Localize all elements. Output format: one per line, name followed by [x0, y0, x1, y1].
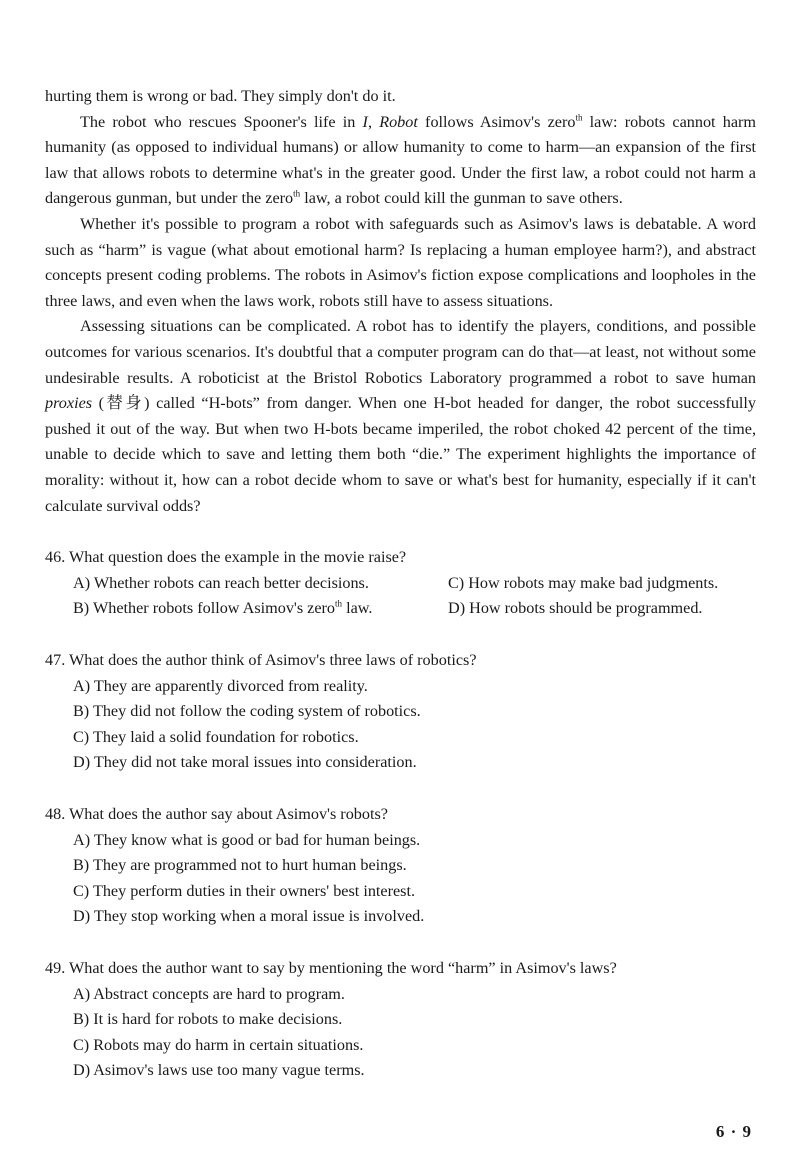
option-b-text: B) Whether robots follow Asimov's zero	[73, 599, 336, 618]
option-b[interactable]	[73, 596, 448, 622]
movie-title-robot: Robot	[379, 112, 418, 131]
option-d[interactable]: D) How robots should be programmed.	[448, 599, 703, 618]
option-b[interactable]: B) They are programmed not to hurt human beings.	[73, 856, 407, 875]
ordinal-sup-1: th	[575, 112, 583, 123]
option-c[interactable]: C) How robots may make bad judgments.	[448, 573, 719, 592]
passage-paragraph-2	[45, 110, 756, 212]
movie-title-sep: ,	[367, 112, 380, 131]
question-stem: 47. What does the author think of Asimov's three laws of robotics?	[45, 651, 477, 669]
option-row-bd	[45, 596, 765, 622]
passage-paragraph-4	[45, 314, 756, 519]
reading-passage	[45, 84, 756, 519]
ordinal-sup-2: th	[293, 188, 301, 199]
page-number: 6 · 9	[715, 1122, 752, 1141]
option-b-sup: th	[335, 598, 343, 609]
option-row-ac	[45, 571, 765, 597]
question-stem: 48. What does the author say about Asimov's robots?	[45, 805, 388, 823]
p2-text-end: law, a robot could kill the gunman to save others.	[300, 189, 623, 208]
option-a[interactable]: A) They know what is good or bad for human beings.	[73, 830, 421, 849]
passage-paragraph-1: hurting them is wrong or bad. They simply don't do it.	[45, 87, 396, 105]
option-d[interactable]: D) They stop working when a moral issue is involved.	[73, 907, 425, 926]
proxies-word: proxies	[45, 394, 93, 413]
option-c[interactable]: C) They perform duties in their owners' best interest.	[73, 881, 416, 900]
option-c[interactable]: C) They laid a solid foundation for robotics.	[73, 727, 359, 746]
question-48	[45, 802, 765, 930]
option-a[interactable]: A) Abstract concepts are hard to program.	[73, 984, 345, 1003]
option-b[interactable]: B) It is hard for robots to make decisions.	[73, 1010, 343, 1029]
p4-text-post: called “H-bots” from danger. When one H-bot headed for danger, the robot successfully pushed it out of the way. But when two H-bots became imperiled, the robot choked 42 percent of the time, unable to decide which to save and letting them both “die.” The experiment highlights the importance of morality: without it, how can a robot decide whom to save or what's best for humanity, especially if it can't calculate survival odds?	[45, 394, 757, 515]
option-b-end: law.	[342, 599, 373, 618]
passage-paragraph-3: Whether it's possible to program a robot with safeguards such as Asimov's laws is debatable. A word such as “harm” is vague (what about emotional harm? Is replacing a human employee harm?), and abstract concepts present coding problems. The robots in Asimov's fiction expose complications and loopholes in the three laws, and even when the laws work, robots still have to assess situations.	[45, 214, 756, 310]
p4-text-pre: Assessing situations can be complicated. A robot has to identify the players, conditions, and possible outcomes for various scenarios. It's doubtful that a computer program can do that—at least, not without some undesirable results. A roboticist at the Bristol Robotics Laboratory programmed a robot to save human	[45, 317, 756, 387]
option-a[interactable]: A) They are apparently divorced from reality.	[73, 676, 368, 695]
chinese-gloss: (替身)	[92, 394, 157, 413]
question-stem: 46. What question does the example in the movie raise?	[45, 548, 407, 566]
p2-text-pre: The robot who rescues Spooner's life in	[80, 112, 363, 131]
option-a[interactable]: A) Whether robots can reach better decisions.	[73, 573, 369, 592]
question-46	[45, 545, 765, 622]
option-d[interactable]: D) Asimov's laws use too many vague terms.	[73, 1061, 365, 1080]
p2-text-mid2: law: robots cannot harm humanity (as opposed to individual humans) or allow humanity to come to harm—an expansion of the first law that allows robots to determine what's in the greater good. Under the first law, a robot could not harm a dangerous gunman, but under the zero	[45, 112, 756, 208]
movie-title-i: I	[362, 112, 368, 131]
option-c[interactable]: C) Robots may do harm in certain situations.	[73, 1035, 364, 1054]
p2-text-mid: follows Asimov's zero	[417, 112, 576, 131]
question-stem: 49. What does the author want to say by mentioning the word “harm” in Asimov's laws?	[45, 959, 617, 977]
option-d[interactable]: D) They did not take moral issues into consideration.	[73, 753, 417, 772]
question-49	[45, 956, 765, 1084]
question-47	[45, 648, 765, 776]
option-b[interactable]: B) They did not follow the coding system of robotics.	[73, 702, 421, 721]
